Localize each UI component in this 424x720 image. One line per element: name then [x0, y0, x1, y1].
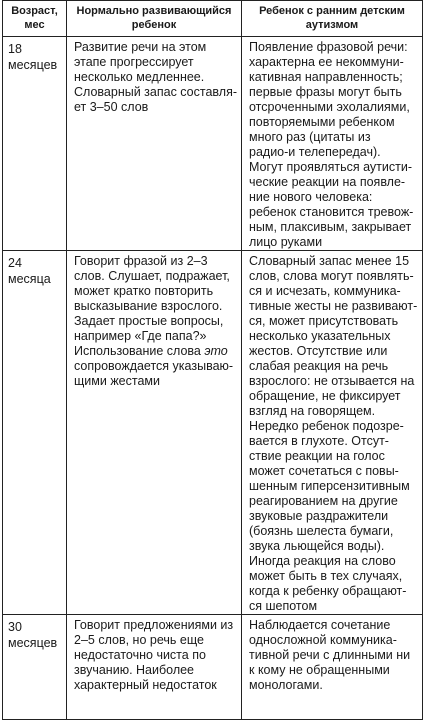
development-table — [2, 0, 423, 720]
header-normal-child: Нормально развивающийся ребенок — [67, 1, 242, 37]
header-autism-child: Ребенок с ранним детским аутизмом — [242, 1, 423, 37]
table-row — [3, 37, 423, 251]
header-age: Возраст, мес — [3, 1, 67, 37]
normal-cell — [67, 251, 242, 615]
autism-cell: Появление фразовой речи: характерна ее некоммуни- кативная направленность; первые фразы могут быть отсроченными эхолалиями, повторяемыми ребенком много раз (цитаты из радио-и телепередач). Могут проявляться аутисти- ческие реакции на появле- ние нового человека: ребенок становится тревож- ным, плаксивым, закрывает лицо руками — [242, 37, 423, 251]
normal-cell: Говорит предложениями из 2–5 слов, но речь еще недостаточно чиста по звучанию. Наиболее характерный недостаток — [67, 615, 242, 720]
normal-cell: Развитие речи на этом этапе прогрессирует несколько медленнее. Словарный запас составля- ет 3–50 слов — [67, 37, 242, 251]
table-header-row — [3, 1, 423, 37]
age-cell: 24 месяца — [3, 251, 67, 615]
table-row — [3, 251, 423, 615]
age-cell: 18 месяцев — [3, 37, 67, 251]
table-row — [3, 615, 423, 720]
autism-cell: Наблюдается сочетание односложной коммуника- тивной речи с длинными ни к кому не обращенными монологами. — [242, 615, 423, 720]
normal-text-end: сопровождается указываю- щими жестами — [74, 359, 234, 388]
emphasized-word: это — [204, 344, 228, 358]
normal-text-start: Говорит фразой из 2–3 слов. Слушает, подражает, может кратко повторить высказывание взрослого. Задает простые вопросы, например «Где папа?» Использование слова — [74, 254, 230, 358]
age-cell: 30 месяцев — [3, 615, 67, 720]
autism-cell: Словарный запас менее 15 слов, слова могут появлять- ся и исчезать, коммуника- тивные жесты не развивают- ся, может присутствовать несколько указательных жестов. Отсутствие или слабая реакция на речь взрослого: не отзывается на обращение, не фиксирует взгляд на говорящем. Нередко ребенок подозре- вается в глухоте. Отсут- ствие реакции на голос может сочетаться с повы- шенным гиперсензитивным реагированием на другие звуковые раздражители (боязнь шелеста бумаги, звука льющейся воды). Иногда реакция на слово может быть в тех случаях, когда к ребенку обращают- ся шепотом — [242, 251, 423, 615]
